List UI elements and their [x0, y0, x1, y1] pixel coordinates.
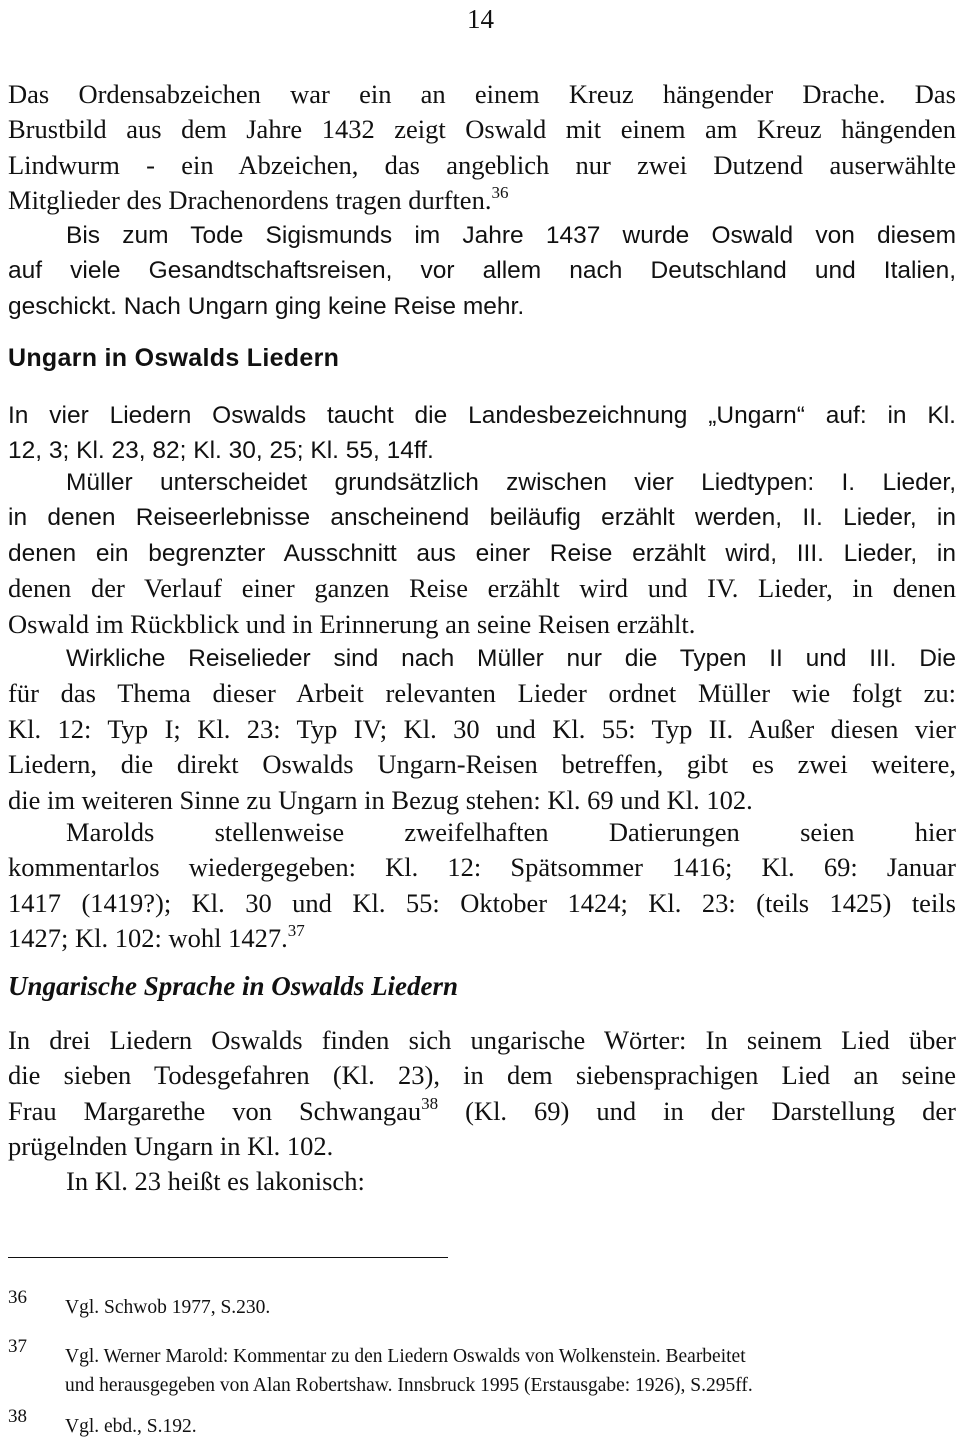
text-line: geschickt. Nach Ungarn ging keine Reise mehr.	[8, 292, 525, 320]
text-line: die im weiteren Sinne zu Ungarn in Bezug stehen: Kl. 69 und Kl. 102.	[8, 784, 753, 815]
text-line: die sieben Todesgefahren (Kl. 23), in dem siebensprachigen Lied an seine	[8, 1060, 956, 1091]
paragraph-sigismund	[8, 218, 956, 324]
text-line: Liedern, die direkt Oswalds Ungarn-Reisen betreffen, gibt es zwei weitere,	[8, 749, 956, 780]
text-line: Oswald im Rückblick und in Erinnerung an seine Reisen erzählt.	[8, 608, 696, 639]
page-number: 14	[467, 4, 494, 34]
section-heading-ungarische-sprache: Ungarische Sprache in Oswalds Liedern	[8, 971, 459, 1001]
text-line	[8, 1094, 956, 1129]
footnote-ref-38: 38	[421, 1093, 439, 1113]
footnote-37	[8, 1336, 958, 1400]
text-line: Lindwurm - ein Abzeichen, das angeblich nur zwei Dutzend auserwählte	[8, 149, 956, 180]
section-heading-ungarn: Ungarn in Oswalds Liedern	[8, 344, 340, 372]
text-line: in denen Reiseerlebnisse anscheinend beiläufig erzählt werden, II. Lieder, in	[8, 504, 956, 532]
text-line: 12, 3; Kl. 23, 82; Kl. 30, 25; Kl. 55, 14ff.	[8, 437, 434, 465]
text-line: Marolds stellenweise zweifelhaften Datierungen seien hier	[66, 817, 956, 847]
footnote-number: 36	[8, 1287, 27, 1308]
text-line: Wirkliche Reiselieder sind nach Müller nur die Typen II und III. Die	[66, 645, 956, 672]
paragraph-ordensabzeichen	[8, 77, 956, 219]
text-line: auf viele Gesandtschaftsreisen, vor allem nach Deutschland und Italien,	[8, 257, 956, 285]
footnote-38	[8, 1406, 958, 1441]
paragraph-lakonisch	[8, 1164, 956, 1199]
footnote-36	[8, 1287, 958, 1322]
text-line: Kl. 12: Typ I; Kl. 23: Typ IV; Kl. 30 und Kl. 55: Typ II. Außer diesen vier	[8, 713, 956, 744]
text-line: prügelnden Ungarn in Kl. 102.	[8, 1131, 334, 1162]
text-line: Das Ordensabzeichen war ein an einem Kreuz hängender Drache. Das	[8, 79, 956, 109]
text-line: kommentarlos wiedergegeben: Kl. 12: Spätsommer 1416; Kl. 69: Januar	[8, 852, 956, 883]
text-segment: (Kl. 69) und in der Darstellung der	[465, 1095, 956, 1126]
text-line: denen ein begrenzter Ausschnitt aus einer Reise erzählt wird, III. Lieder, in	[8, 539, 956, 567]
text-segment: Frau Margarethe von Schwangau	[8, 1095, 422, 1126]
text-line: denen der Verlauf einer ganzen Reise erzählt wird und IV. Lieder, in denen	[8, 573, 956, 604]
text-line: In drei Liedern Oswalds finden sich ungarische Wörter: In seinem Lied über	[8, 1025, 956, 1055]
paragraph-datierungen	[8, 815, 956, 957]
footnote-text: Vgl. Werner Marold: Kommentar zu den Liedern Oswalds von Wolkenstein. Bearbeitet	[65, 1346, 746, 1367]
paragraph-landesbezeichnung	[8, 398, 956, 469]
text-line	[8, 183, 956, 218]
text-line: Müller unterscheidet grundsätzlich zwischen vier Liedtypen: I. Lieder,	[66, 469, 956, 496]
text-line: In Kl. 23 heißt es lakonisch:	[66, 1166, 365, 1196]
text-line: Brustbild aus dem Jahre 1432 zeigt Oswald mit einem am Kreuz hängenden	[8, 114, 956, 145]
text-line: Bis zum Tode Sigismunds im Jahre 1437 wurde Oswald von diesem	[66, 222, 956, 249]
footnote-number: 37	[8, 1336, 27, 1357]
text-line: 1417 (1419?); Kl. 30 und Kl. 55: Oktober 1424; Kl. 23: (teils 1425) teils	[8, 887, 956, 918]
footnote-text: Vgl. Schwob 1977, S.230.	[65, 1297, 271, 1318]
paragraph-liedtypen	[8, 465, 956, 642]
text-line: In vier Liedern Oswalds taucht die Landesbezeichnung „Ungarn“ auf: in Kl.	[8, 402, 956, 429]
footnote-number: 38	[8, 1406, 27, 1427]
footnote-divider	[8, 1257, 448, 1258]
footnote-text: Vgl. ebd., S.192.	[65, 1416, 197, 1437]
text-segment: 1427; Kl. 102: wohl 1427.	[8, 923, 288, 954]
paragraph-ungarische-woerter	[8, 1023, 956, 1165]
footnote-ref-37: 37	[287, 921, 305, 941]
paragraph-reiselieder	[8, 641, 956, 818]
footnote-ref-36: 36	[491, 183, 509, 203]
text-segment: Mitglieder des Drachenordens tragen durften.	[8, 185, 492, 216]
text-line: für das Thema dieser Arbeit relevanten Lieder ordnet Müller wie folgt zu:	[8, 678, 956, 709]
footnote-text: und herausgegeben von Alan Robertshaw. Innsbruck 1995 (Erstausgabe: 1926), S.295ff.	[65, 1375, 753, 1396]
text-line	[8, 921, 956, 956]
